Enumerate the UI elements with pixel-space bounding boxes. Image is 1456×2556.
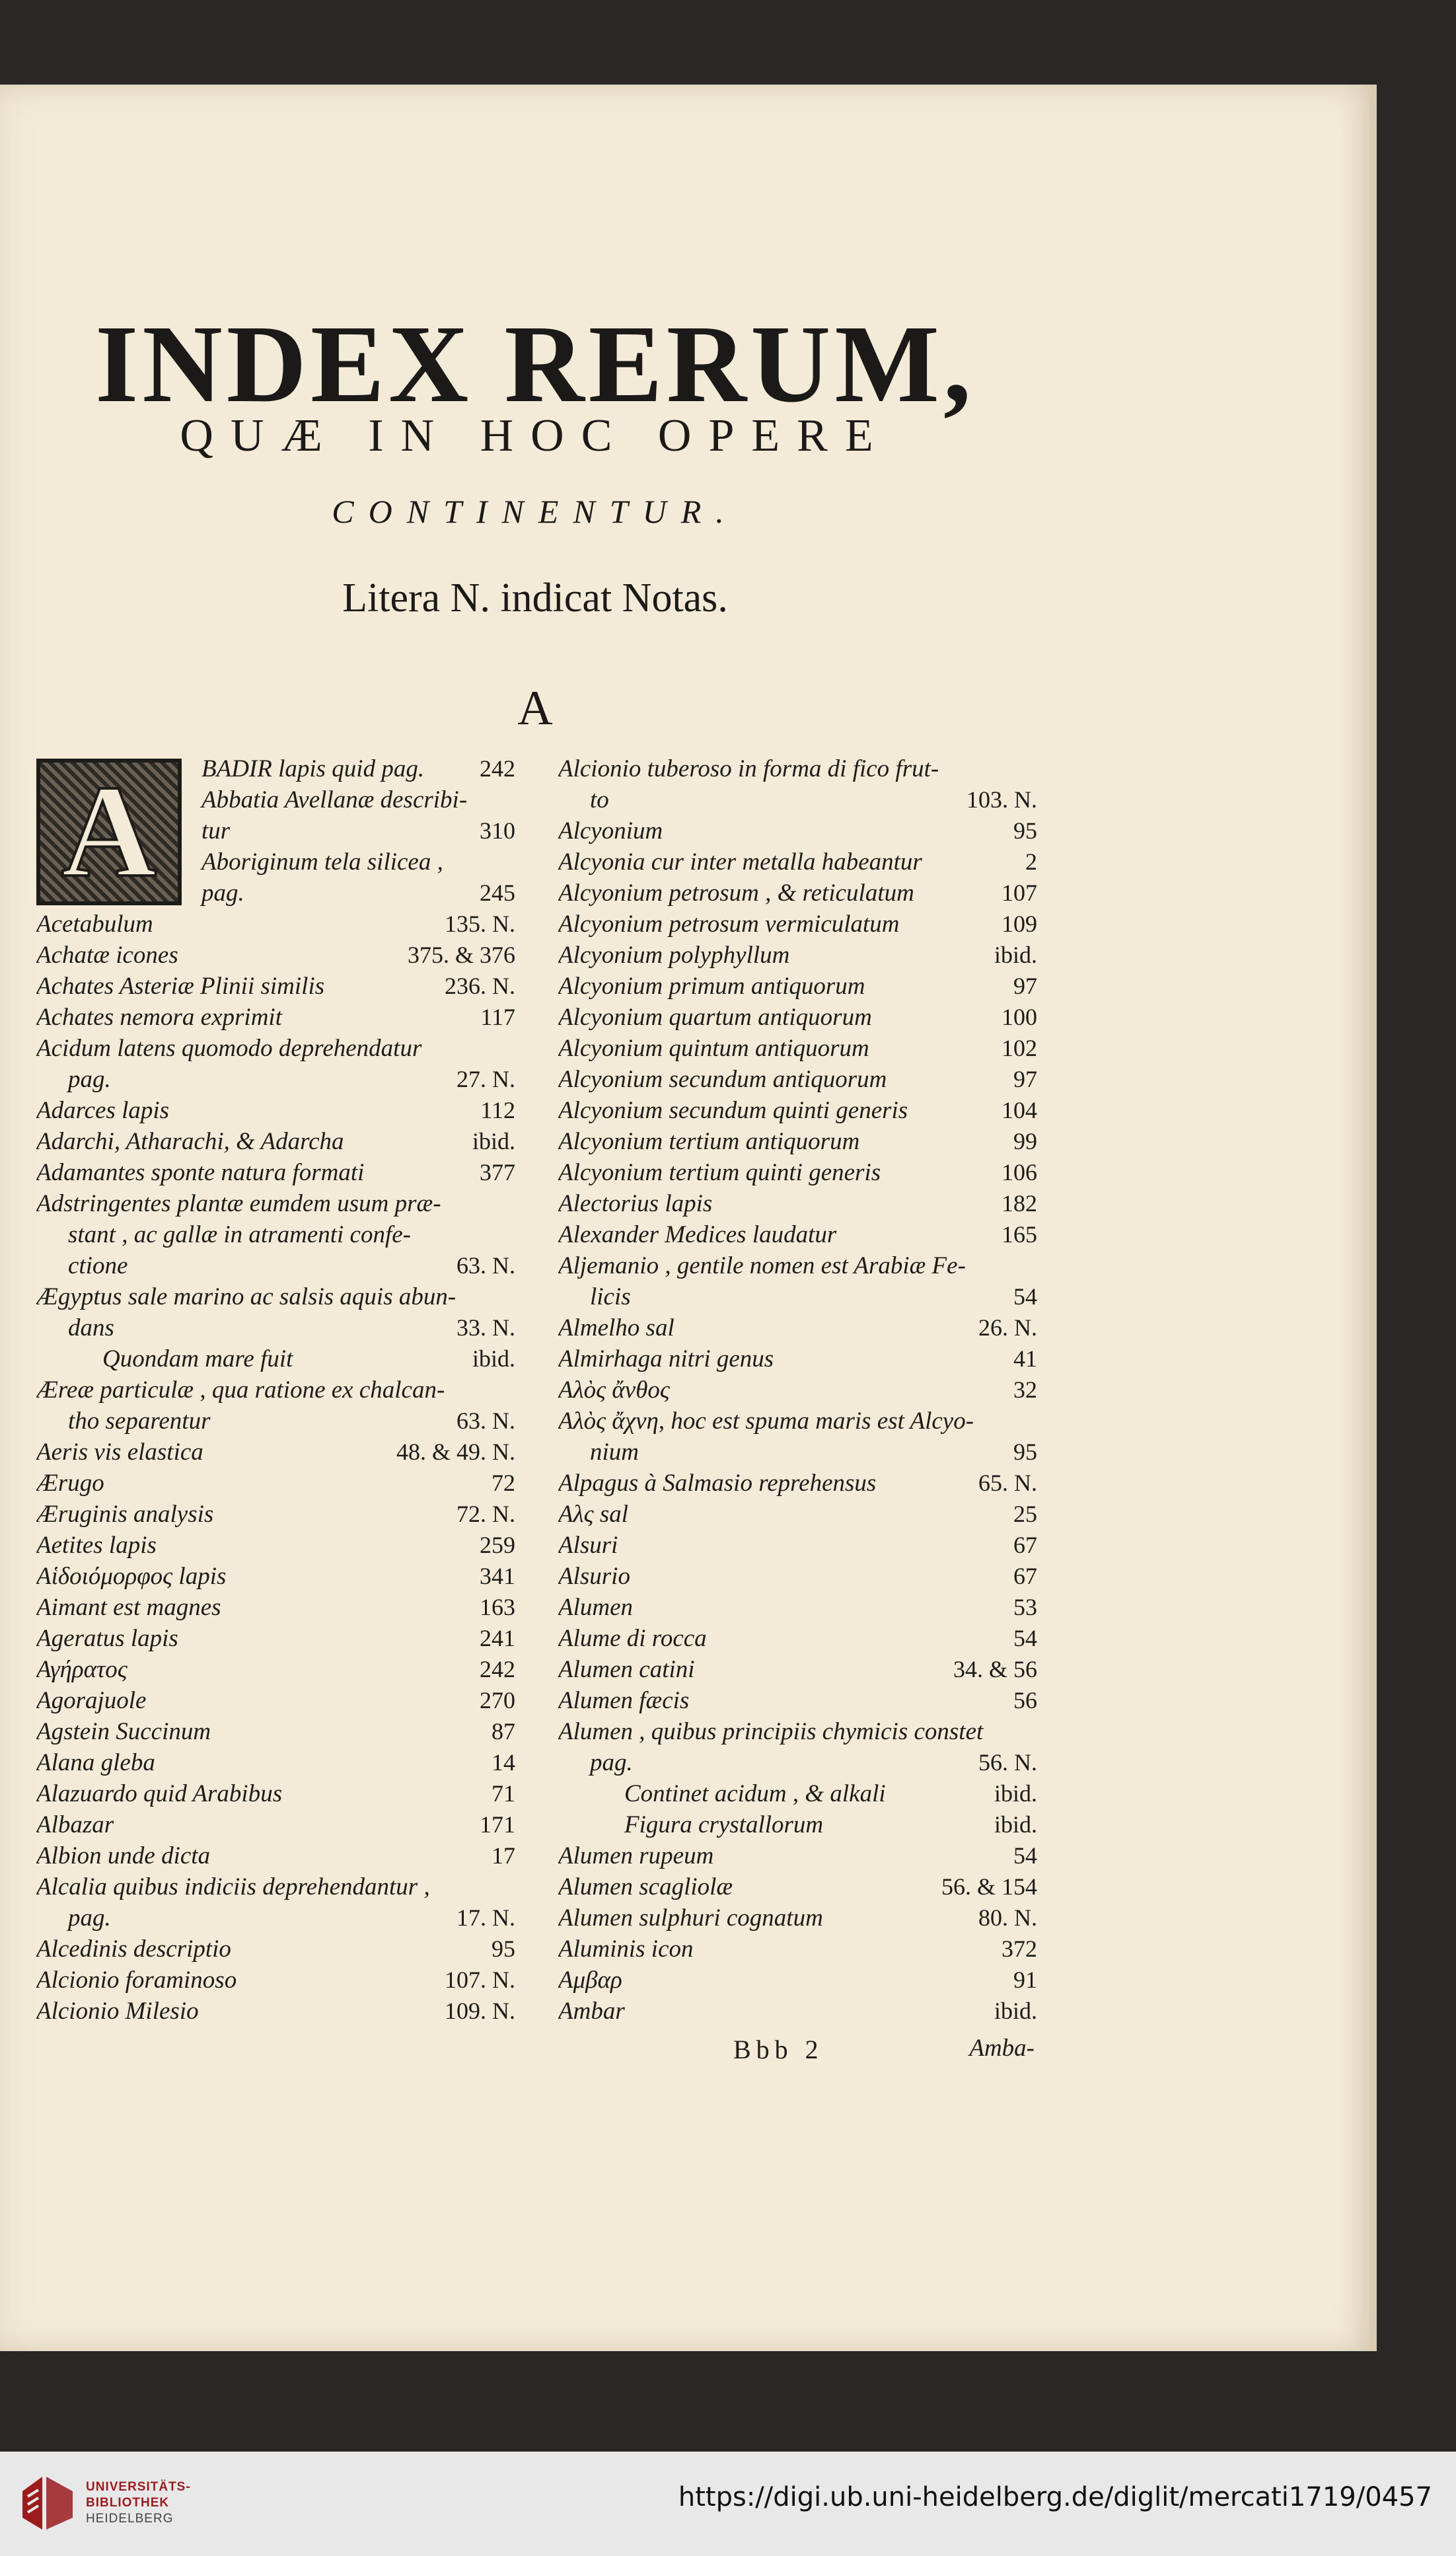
entry-term: Alexander Medices laudatur xyxy=(558,1221,837,1248)
entry-page-ref: 171 xyxy=(480,1811,515,1838)
logo-line-1: UNIVERSITÄTS- xyxy=(86,2480,191,2494)
index-entry xyxy=(558,1468,1037,1499)
index-entry xyxy=(558,878,1037,909)
entry-page-ref: 99 xyxy=(1013,1128,1037,1154)
entry-page-ref: 117 xyxy=(480,1004,515,1030)
entry-term: Abbatia Avellanæ describi- xyxy=(201,786,468,813)
index-entry xyxy=(558,1530,1037,1561)
entry-page-ref: 67 xyxy=(1013,1532,1037,1558)
entry-page-ref: 27. N. xyxy=(456,1066,515,1092)
entry-page-ref: 372 xyxy=(1001,1936,1037,1962)
entry-term: Agorajuole xyxy=(36,1687,147,1714)
entry-term: Alana gleba xyxy=(36,1749,155,1776)
entry-term: licis xyxy=(590,1283,631,1310)
index-entry xyxy=(36,846,515,878)
index-entry xyxy=(36,1281,515,1312)
entry-term: Agstein Succinum xyxy=(36,1718,211,1745)
index-entry xyxy=(558,753,1037,784)
index-entry xyxy=(558,1499,1037,1530)
entry-term: Αμβαρ xyxy=(558,1967,622,1994)
index-entry xyxy=(36,1778,515,1809)
entry-term: Αλὸς ἄνθος xyxy=(558,1376,670,1404)
entry-term: stant , ac gallæ in atramenti confe- xyxy=(68,1221,411,1248)
entry-term: Alazuardo quid Arabibus xyxy=(36,1780,283,1807)
index-entry xyxy=(558,1747,1037,1778)
index-entry xyxy=(558,1188,1037,1219)
entry-page-ref: 41 xyxy=(1013,1345,1037,1372)
library-logo-icon[interactable] xyxy=(16,2471,79,2535)
entry-page-ref: 72 xyxy=(491,1470,515,1496)
index-entry xyxy=(558,1592,1037,1623)
entry-term: Adstringentes plantæ eumdem usum præ- xyxy=(36,1190,441,1217)
dropcap-letter: A xyxy=(61,759,157,905)
index-entry xyxy=(558,971,1037,1002)
entry-term: Aluminis icon xyxy=(558,1936,694,1963)
entry-term: Adarchi, Atharachi, & Adarcha xyxy=(36,1128,344,1155)
entry-term: tur xyxy=(201,817,231,845)
entry-term: nium xyxy=(590,1439,639,1466)
index-entry xyxy=(36,1902,515,1934)
logo-line-2: BIBLIOTHEK xyxy=(86,2496,170,2510)
index-entry xyxy=(558,1871,1037,1902)
index-entry xyxy=(36,878,515,909)
entry-page-ref: 32 xyxy=(1013,1376,1037,1403)
entry-page-ref: 109. N. xyxy=(445,1998,515,2024)
index-entry xyxy=(36,1996,515,2027)
entry-page-ref: 242 xyxy=(480,1656,515,1682)
entry-term: Ageratus lapis xyxy=(36,1625,178,1652)
index-entry xyxy=(558,1561,1037,1592)
entry-page-ref: 17 xyxy=(491,1842,515,1869)
index-entry xyxy=(558,1654,1037,1685)
index-entry xyxy=(36,1934,515,1965)
index-entry xyxy=(558,815,1037,846)
entry-page-ref: 56 xyxy=(1013,1687,1037,1713)
entry-term: Alcyonium xyxy=(558,817,663,845)
entry-page-ref: ibid. xyxy=(472,1128,515,1154)
entry-term: pag. xyxy=(590,1749,633,1776)
entry-term: Alsurio xyxy=(558,1563,630,1590)
index-entry xyxy=(36,1437,515,1468)
entry-term: Acidum latens quomodo deprehendatur xyxy=(36,1035,422,1062)
entry-page-ref: ibid. xyxy=(994,1998,1037,2024)
entry-page-ref: 53 xyxy=(1013,1594,1037,1620)
entry-term: Achates Asteriæ Plinii similis xyxy=(36,973,325,1000)
entry-term: Ærugo xyxy=(36,1470,104,1497)
entry-page-ref: 104 xyxy=(1001,1097,1037,1123)
entry-term: Continet acidum , & alkali xyxy=(624,1780,886,1807)
entry-term: Alumen catini xyxy=(558,1656,695,1683)
entry-term: BADIR lapis quid pag. xyxy=(201,755,425,782)
entry-term: Alume di rocca xyxy=(558,1625,707,1652)
page-edge xyxy=(1370,85,1377,2351)
entry-term: Alpagus à Salmasio reprehensus xyxy=(558,1470,877,1497)
index-entry xyxy=(558,1840,1037,1871)
entry-term: Aimant est magnes xyxy=(36,1594,221,1621)
index-entry xyxy=(558,1716,1037,1747)
index-entry xyxy=(558,1219,1037,1250)
entry-page-ref: 56. & 154 xyxy=(941,1873,1037,1900)
entry-page-ref: 107. N. xyxy=(445,1967,515,1993)
entry-term: Adamantes sponte natura formati xyxy=(36,1159,365,1186)
entry-term: Quondam mare fuit xyxy=(102,1345,293,1372)
index-entry xyxy=(36,1716,515,1747)
entry-page-ref: 2 xyxy=(1025,848,1037,875)
index-entry xyxy=(36,1343,515,1374)
entry-page-ref: 97 xyxy=(1013,973,1037,999)
index-entry xyxy=(558,940,1037,971)
entry-page-ref: 377 xyxy=(480,1159,515,1185)
signature-mark: Bbb 2 xyxy=(733,2035,824,2064)
index-entry xyxy=(36,1654,515,1685)
entry-term: Alumen sulphuri cognatum xyxy=(558,1904,823,1932)
entry-term: Alcyonium quintum antiquorum xyxy=(558,1035,869,1062)
index-entry xyxy=(36,1685,515,1716)
entry-page-ref: 56. N. xyxy=(978,1749,1037,1776)
entry-term: ctione xyxy=(68,1252,128,1279)
index-entry xyxy=(558,1095,1037,1126)
index-column-left xyxy=(36,753,515,2027)
entry-page-ref: 95 xyxy=(491,1936,515,1962)
entry-term: Alcionio Milesio xyxy=(36,1998,199,2025)
entry-term: Achates nemora exprimit xyxy=(36,1004,282,1031)
entry-term: Ambar xyxy=(558,1998,625,2025)
index-entry xyxy=(36,1406,515,1437)
entry-page-ref: 80. N. xyxy=(978,1904,1037,1931)
entry-term: Almelho sal xyxy=(558,1314,674,1341)
index-entry xyxy=(36,1592,515,1623)
index-entry xyxy=(36,1623,515,1654)
entry-term: Alcyonium tertium quinti generis xyxy=(558,1159,881,1186)
index-entry xyxy=(558,1685,1037,1716)
entry-term: Alcyonia cur inter metalla habeantur xyxy=(558,848,922,876)
entry-page-ref: 245 xyxy=(480,880,515,906)
entry-page-ref: 112 xyxy=(480,1097,515,1123)
entry-term: Aeris vis elastica xyxy=(36,1439,203,1466)
entry-term: Alcionio tuberoso in forma di fico frut- xyxy=(558,755,939,782)
entry-term: Alcyonium petrosum vermiculatum xyxy=(558,911,900,938)
entry-page-ref: 236. N. xyxy=(445,973,515,999)
entry-page-ref: 14 xyxy=(491,1749,515,1776)
entry-page-ref: 270 xyxy=(480,1687,515,1713)
entry-page-ref: 34. & 56 xyxy=(953,1656,1037,1682)
index-column-right xyxy=(558,753,1037,2027)
entry-page-ref: 135. N. xyxy=(445,911,515,937)
catchword: Amba- xyxy=(969,2035,1035,2062)
entry-page-ref: 26. N. xyxy=(978,1314,1037,1341)
entry-term: Aljemanio , gentile nomen est Arabiæ Fe- xyxy=(558,1252,966,1279)
entry-page-ref: 241 xyxy=(480,1625,515,1651)
entry-page-ref: 65. N. xyxy=(978,1470,1037,1496)
entry-term: Alumen fæcis xyxy=(558,1687,690,1714)
index-entry xyxy=(36,1374,515,1406)
index-entry xyxy=(36,1002,515,1033)
index-entry xyxy=(36,971,515,1002)
entry-page-ref: 95 xyxy=(1013,1439,1037,1465)
entry-term: Αἱδοιόμορφος lapis xyxy=(36,1563,227,1590)
index-entry xyxy=(558,1033,1037,1064)
library-logo-text[interactable] xyxy=(86,2479,191,2527)
entry-page-ref: 95 xyxy=(1013,817,1037,844)
index-entry xyxy=(36,1219,515,1250)
entry-term: Aboriginum tela silicea , xyxy=(201,848,443,876)
entry-term: Αλς sal xyxy=(558,1501,629,1528)
entry-term: Alcyonium tertium antiquorum xyxy=(558,1128,860,1155)
entry-term: Alcyonium secundum quinti generis xyxy=(558,1097,908,1124)
entry-term: Alcyonium polyphyllum xyxy=(558,942,790,969)
index-entry xyxy=(558,784,1037,815)
entry-page-ref: 109 xyxy=(1001,911,1037,937)
index-entry xyxy=(36,1157,515,1188)
entry-page-ref: 107 xyxy=(1001,880,1037,906)
entry-term: Alumen , quibus principiis chymicis constet xyxy=(558,1718,984,1745)
index-entry xyxy=(558,1902,1037,1934)
index-entry xyxy=(36,1468,515,1499)
entry-page-ref: 54 xyxy=(1013,1842,1037,1869)
entry-page-ref: 163 xyxy=(480,1594,515,1620)
entry-page-ref: 48. & 49. N. xyxy=(396,1439,515,1465)
index-entry xyxy=(36,1561,515,1592)
entry-term: Alumen xyxy=(558,1594,634,1621)
entry-term: pag. xyxy=(201,880,244,907)
entry-term: Almirhaga nitri genus xyxy=(558,1345,774,1372)
index-entry xyxy=(558,1312,1037,1343)
index-entry xyxy=(36,1499,515,1530)
entry-page-ref: 54 xyxy=(1013,1283,1037,1310)
entry-page-ref: 71 xyxy=(491,1780,515,1807)
index-entry xyxy=(36,1064,515,1095)
entry-page-ref: 341 xyxy=(480,1563,515,1589)
entry-term: pag. xyxy=(68,1066,111,1093)
entry-term: Alectorius lapis xyxy=(558,1190,713,1217)
entry-page-ref: 72. N. xyxy=(456,1501,515,1527)
index-entry xyxy=(558,1002,1037,1033)
entry-page-ref: 102 xyxy=(1001,1035,1037,1061)
index-entry xyxy=(558,1406,1037,1437)
index-entry xyxy=(36,1250,515,1281)
index-entry xyxy=(36,1871,515,1902)
entry-term: pag. xyxy=(68,1904,111,1932)
page-subtitle-continentur: CONTINENTUR. xyxy=(332,493,739,530)
index-entry xyxy=(36,940,515,971)
entry-page-ref: ibid. xyxy=(472,1345,515,1372)
entry-page-ref: 54 xyxy=(1013,1625,1037,1651)
entry-term: Achatæ icones xyxy=(36,942,178,969)
entry-page-ref: 67 xyxy=(1013,1563,1037,1589)
index-entry xyxy=(36,909,515,940)
entry-page-ref: 33. N. xyxy=(456,1314,515,1341)
logo-line-3: HEIDELBERG xyxy=(86,2512,174,2526)
entry-page-ref: 100 xyxy=(1001,1004,1037,1030)
index-entry xyxy=(558,1064,1037,1095)
index-entry xyxy=(36,1033,515,1064)
entry-page-ref: 182 xyxy=(1001,1190,1037,1217)
index-entry xyxy=(36,1747,515,1778)
index-entry xyxy=(558,846,1037,878)
entry-page-ref: 63. N. xyxy=(456,1408,515,1434)
index-entry xyxy=(558,1965,1037,1996)
index-entry xyxy=(558,1157,1037,1188)
index-entry xyxy=(36,753,515,784)
entry-term: Albion unde dicta xyxy=(36,1842,211,1869)
index-entry xyxy=(558,1996,1037,2027)
entry-page-ref: 259 xyxy=(480,1532,515,1558)
entry-term: tho separentur xyxy=(68,1408,211,1435)
entry-term: Alcyonium petrosum , & reticulatum xyxy=(558,880,914,907)
index-entry xyxy=(558,1250,1037,1281)
entry-term: Alumen scagliolæ xyxy=(558,1873,733,1900)
entry-page-ref: 17. N. xyxy=(456,1904,515,1931)
entry-page-ref: 310 xyxy=(480,817,515,844)
index-entry xyxy=(558,1437,1037,1468)
index-entry xyxy=(558,1281,1037,1312)
entry-term: Alcedinis descriptio xyxy=(36,1936,231,1963)
entry-term: Alumen rupeum xyxy=(558,1842,714,1869)
page-title: INDEX RERUM, xyxy=(95,303,975,426)
entry-page-ref: 375. & 376 xyxy=(407,942,515,968)
notes-indicator: Litera N. indicat Notas. xyxy=(342,576,728,620)
entry-term: Æreæ particulæ , qua ratione ex chalcan- xyxy=(36,1376,445,1404)
entry-term: dans xyxy=(68,1314,114,1341)
index-entry xyxy=(558,1343,1037,1374)
entry-page-ref: 91 xyxy=(1013,1967,1037,1993)
entry-term: Albazar xyxy=(36,1811,114,1838)
index-entry xyxy=(36,1809,515,1840)
entry-term: Αλὸς ἄχνη, hoc est spuma maris est Alcyo- xyxy=(558,1408,974,1435)
entry-page-ref: ibid. xyxy=(994,1780,1037,1807)
index-entry xyxy=(558,1126,1037,1157)
entry-page-ref: 63. N. xyxy=(456,1252,515,1279)
entry-term: Figura crystallorum xyxy=(624,1811,824,1838)
index-entry xyxy=(36,815,515,846)
entry-page-ref: 106 xyxy=(1001,1159,1037,1185)
entry-term: Aetites lapis xyxy=(36,1532,157,1559)
index-entry xyxy=(36,1188,515,1219)
index-entry xyxy=(36,1312,515,1343)
entry-term: Alcalia quibus indiciis deprehendantur , xyxy=(36,1873,430,1900)
index-entry xyxy=(558,1778,1037,1809)
index-entry xyxy=(558,1934,1037,1965)
index-entry xyxy=(558,1809,1037,1840)
entry-term: to xyxy=(590,786,609,813)
entry-term: Acetabulum xyxy=(36,911,153,938)
index-entry xyxy=(36,1095,515,1126)
index-entry xyxy=(36,1840,515,1871)
entry-page-ref: 25 xyxy=(1013,1501,1037,1527)
entry-page-ref: 103. N. xyxy=(966,786,1037,813)
entry-page-ref: 87 xyxy=(491,1718,515,1745)
entry-term: Ægyptus sale marino ac salsis aquis abun- xyxy=(36,1283,456,1310)
entry-page-ref: 97 xyxy=(1013,1066,1037,1092)
index-entry xyxy=(558,1623,1037,1654)
entry-term: Adarces lapis xyxy=(36,1097,170,1124)
page-subtitle: QUÆ IN HOC OPERE xyxy=(180,410,891,461)
index-entry xyxy=(558,1374,1037,1406)
entry-term: Æruginis analysis xyxy=(36,1501,214,1528)
entry-page-ref: 165 xyxy=(1001,1221,1037,1248)
entry-page-ref: 242 xyxy=(480,755,515,782)
section-letter: A xyxy=(517,681,553,735)
entry-page-ref: ibid. xyxy=(994,1811,1037,1838)
index-entry xyxy=(36,1965,515,1996)
entry-term: Αγήρατος xyxy=(36,1656,127,1683)
index-entry xyxy=(36,1530,515,1561)
index-entry xyxy=(36,1126,515,1157)
entry-term: Alsuri xyxy=(558,1532,618,1559)
entry-page-ref: ibid. xyxy=(994,942,1037,968)
index-entry xyxy=(36,784,515,815)
entry-term: Alcyonium primum antiquorum xyxy=(558,973,865,1000)
entry-term: Alcyonium quartum antiquorum xyxy=(558,1004,872,1031)
permalink-url[interactable]: https://digi.ub.uni-heidelberg.de/diglit/mercati1719/0457 xyxy=(678,2482,1432,2512)
entry-term: Alcyonium secundum antiquorum xyxy=(558,1066,887,1093)
index-entry xyxy=(558,909,1037,940)
entry-term: Alcionio foraminoso xyxy=(36,1967,237,1994)
